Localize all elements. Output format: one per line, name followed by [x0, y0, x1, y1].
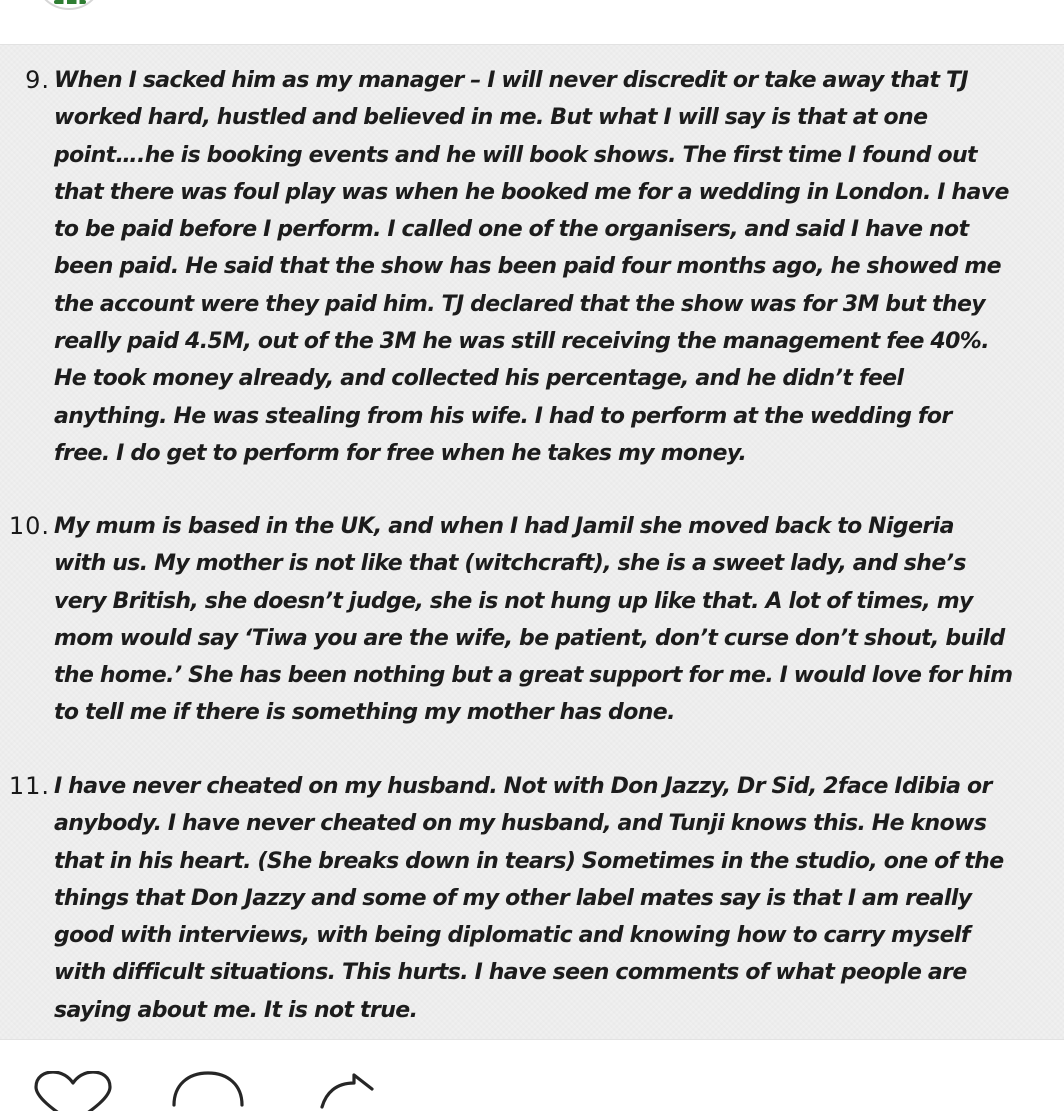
item-number: 11. [8, 772, 50, 800]
item-text [54, 62, 1059, 472]
avatar-logo-icon [54, 0, 86, 4]
text-line: the account were they paid him. TJ declared that the show was for 3M but they [54, 291, 986, 317]
text-line: My mum is based in the UK, and when I had Jamil she moved back to Nigeria [54, 514, 954, 539]
text-line: worked hard, hustled and believed in me. But what I will say is that at one [54, 105, 928, 131]
item-number: 9. [25, 66, 50, 94]
text-line: He took money already, and collected his percentage, and he didn’t feel [54, 366, 904, 392]
text-line: good with interviews, with being diplomatic and knowing how to carry myself [54, 923, 970, 949]
post-actions-bar [0, 1041, 1064, 1107]
text-line: mom would say ‘Tiwa you are the wife, be patient, don’t curse don’t shout, build [54, 625, 1005, 651]
avatar[interactable] [34, 0, 104, 10]
text-line: point….he is booking events and he will book shows. The first time I found out [54, 142, 977, 168]
text-line: that there was foul play was when he booked me for a wedding in London. I have [54, 179, 1009, 205]
item-number: 10. [8, 512, 50, 540]
text-line: to be paid before I perform. I called one of the organisers, and said I have not [54, 217, 969, 243]
post-image [0, 44, 1064, 1040]
share-arrow-icon[interactable] [318, 1071, 382, 1111]
text-line: very British, she doesn’t judge, she is not hung up like that. A lot of times, my [54, 588, 973, 614]
text-line: with difficult situations. This hurts. I have seen comments of what people are [54, 960, 967, 986]
text-line: anybody. I have never cheated on my husband, and Tunji knows this. He knows [54, 811, 987, 837]
text-line: When I sacked him as my manager – I will never discredit or take away that TJ [54, 68, 969, 93]
post-header [0, 0, 1064, 44]
text-line: been paid. He said that the show has been paid four months ago, he showed me [54, 254, 1001, 280]
item-text [54, 508, 1059, 732]
heart-icon[interactable] [32, 1071, 114, 1111]
text-line: saying about me. It is not true. [54, 997, 418, 1023]
text-line: that in his heart. (She breaks down in tears) Sometimes in the studio, one of the [54, 848, 1004, 874]
item-text [54, 768, 1059, 1029]
text-line: really paid 4.5M, out of the 3M he was still receiving the management fee 40%. [54, 329, 989, 355]
text-line: things that Don Jazzy and some of my other label mates say is that I am really [54, 885, 972, 911]
text-line: I have never cheated on my husband. Not with Don Jazzy, Dr Sid, 2face Idibia or [54, 774, 992, 799]
text-line: free. I do get to perform for free when he takes my money. [54, 440, 747, 466]
text-line: the home.’ She has been nothing but a great support for me. I would love for him [54, 663, 1013, 689]
text-line: anything. He was stealing from his wife. I had to perform at the wedding for [54, 403, 952, 429]
text-line: to tell me if there is something my mother has done. [54, 700, 675, 726]
text-line: with us. My mother is not like that (witchcraft), she is a sweet lady, and she’s [54, 551, 966, 577]
speech-bubble-icon[interactable] [170, 1071, 246, 1111]
